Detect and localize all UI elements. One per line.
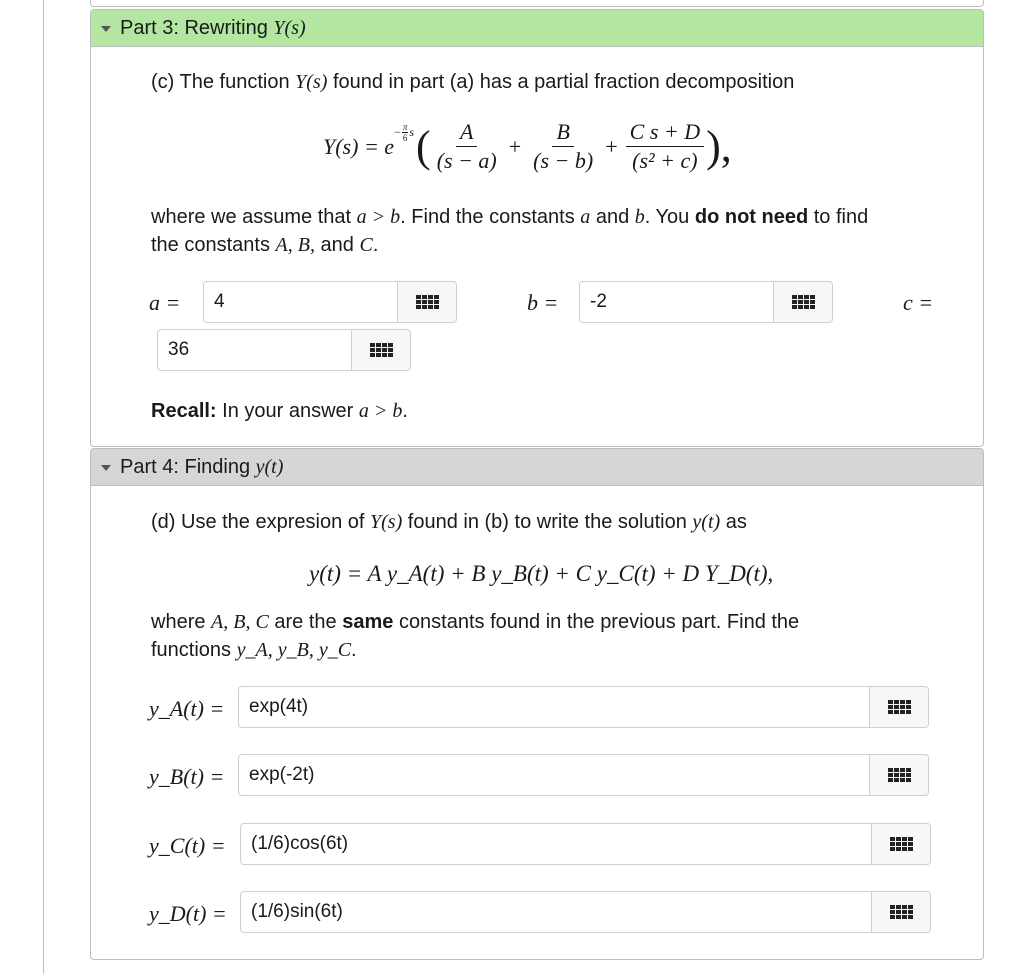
yB-palette-button[interactable] [870, 755, 928, 795]
part4-intro: (d) Use the expresion of Y(s) found in (b) to write the solution y(t) as [151, 511, 747, 533]
yC-input[interactable]: (1/6)cos(6t) [241, 824, 872, 864]
collapse-caret-icon[interactable] [101, 26, 111, 32]
equation-editor-icon [890, 905, 913, 919]
c-label: c = [903, 290, 934, 315]
equation-editor-icon [888, 768, 911, 782]
part4-header-math: y(t) [255, 455, 284, 478]
equation-editor-icon [890, 837, 913, 851]
left-margin-rule [43, 0, 44, 974]
c-palette-button[interactable] [352, 330, 410, 370]
yA-answer-field [238, 686, 929, 728]
c-answer-field [157, 329, 411, 371]
yB-input[interactable]: exp(-2t) [239, 755, 870, 795]
solution-equation: y(t) = A y_A(t) + B y_B(t) + C y_C(t) + D Y_D(t), [309, 561, 774, 586]
b-label: b = [527, 290, 559, 315]
a-input[interactable]: 4 [204, 282, 398, 322]
part4-where-line1: where A, B, C are the same constants found in the previous part. Find the [151, 611, 800, 633]
yC-answer-field [240, 823, 931, 865]
yA-label: y_A(t) = [149, 696, 225, 721]
part3-panel [90, 9, 984, 447]
decomposition-equation: Y(s) = e − $\frac{\pi}{6}$ s ( $\frac{A}{(s - a)}$ + $\frac{B}{(s - b)}$ + $\frac{\text{C s + D}}{\text{(s² + c)}}$ ), [323, 119, 732, 173]
part4-where-line2: functions y_A, y_B, y_C. [151, 639, 357, 661]
b-palette-button[interactable] [774, 282, 832, 322]
part3-where-line1: where we assume that a > b. Find the constants a and b. You do not need to find [151, 206, 869, 228]
part4-header[interactable] [91, 449, 983, 486]
part3-header[interactable] [91, 10, 983, 47]
yD-label: y_D(t) = [149, 901, 227, 926]
a-label: a = [149, 290, 181, 315]
part3-intro: (c) The function Y(s) found in part (a) has a partial fraction decomposition [151, 71, 795, 93]
yD-palette-button[interactable] [872, 892, 930, 932]
b-answer-field [579, 281, 833, 323]
yA-input[interactable]: exp(4t) [239, 687, 870, 727]
part3-header-math: Y(s) [273, 16, 306, 39]
part4-panel [90, 448, 984, 960]
equation-editor-icon [888, 700, 911, 714]
previous-panel-bottom [90, 0, 984, 7]
a-answer-field [203, 281, 457, 323]
equation-editor-icon [416, 295, 439, 309]
yB-answer-field [238, 754, 929, 796]
yC-palette-button[interactable] [872, 824, 930, 864]
a-palette-button[interactable] [398, 282, 456, 322]
yD-input[interactable]: (1/6)sin(6t) [241, 892, 872, 932]
yC-label: y_C(t) = [149, 833, 226, 858]
part3-header-label: Part 3: Rewriting [120, 16, 268, 39]
equation-editor-icon [370, 343, 393, 357]
yB-label: y_B(t) = [149, 764, 225, 789]
yA-palette-button[interactable] [870, 687, 928, 727]
equation-editor-icon [792, 295, 815, 309]
part4-header-label: Part 4: Finding [120, 455, 251, 478]
part3-where-line2: the constants A, B, and C. [151, 234, 379, 256]
yD-answer-field [240, 891, 931, 933]
b-input[interactable]: -2 [580, 282, 774, 322]
collapse-caret-icon[interactable] [101, 465, 111, 471]
recall-note: Recall: In your answer a > b. [151, 400, 408, 422]
c-input[interactable]: 36 [158, 330, 352, 370]
